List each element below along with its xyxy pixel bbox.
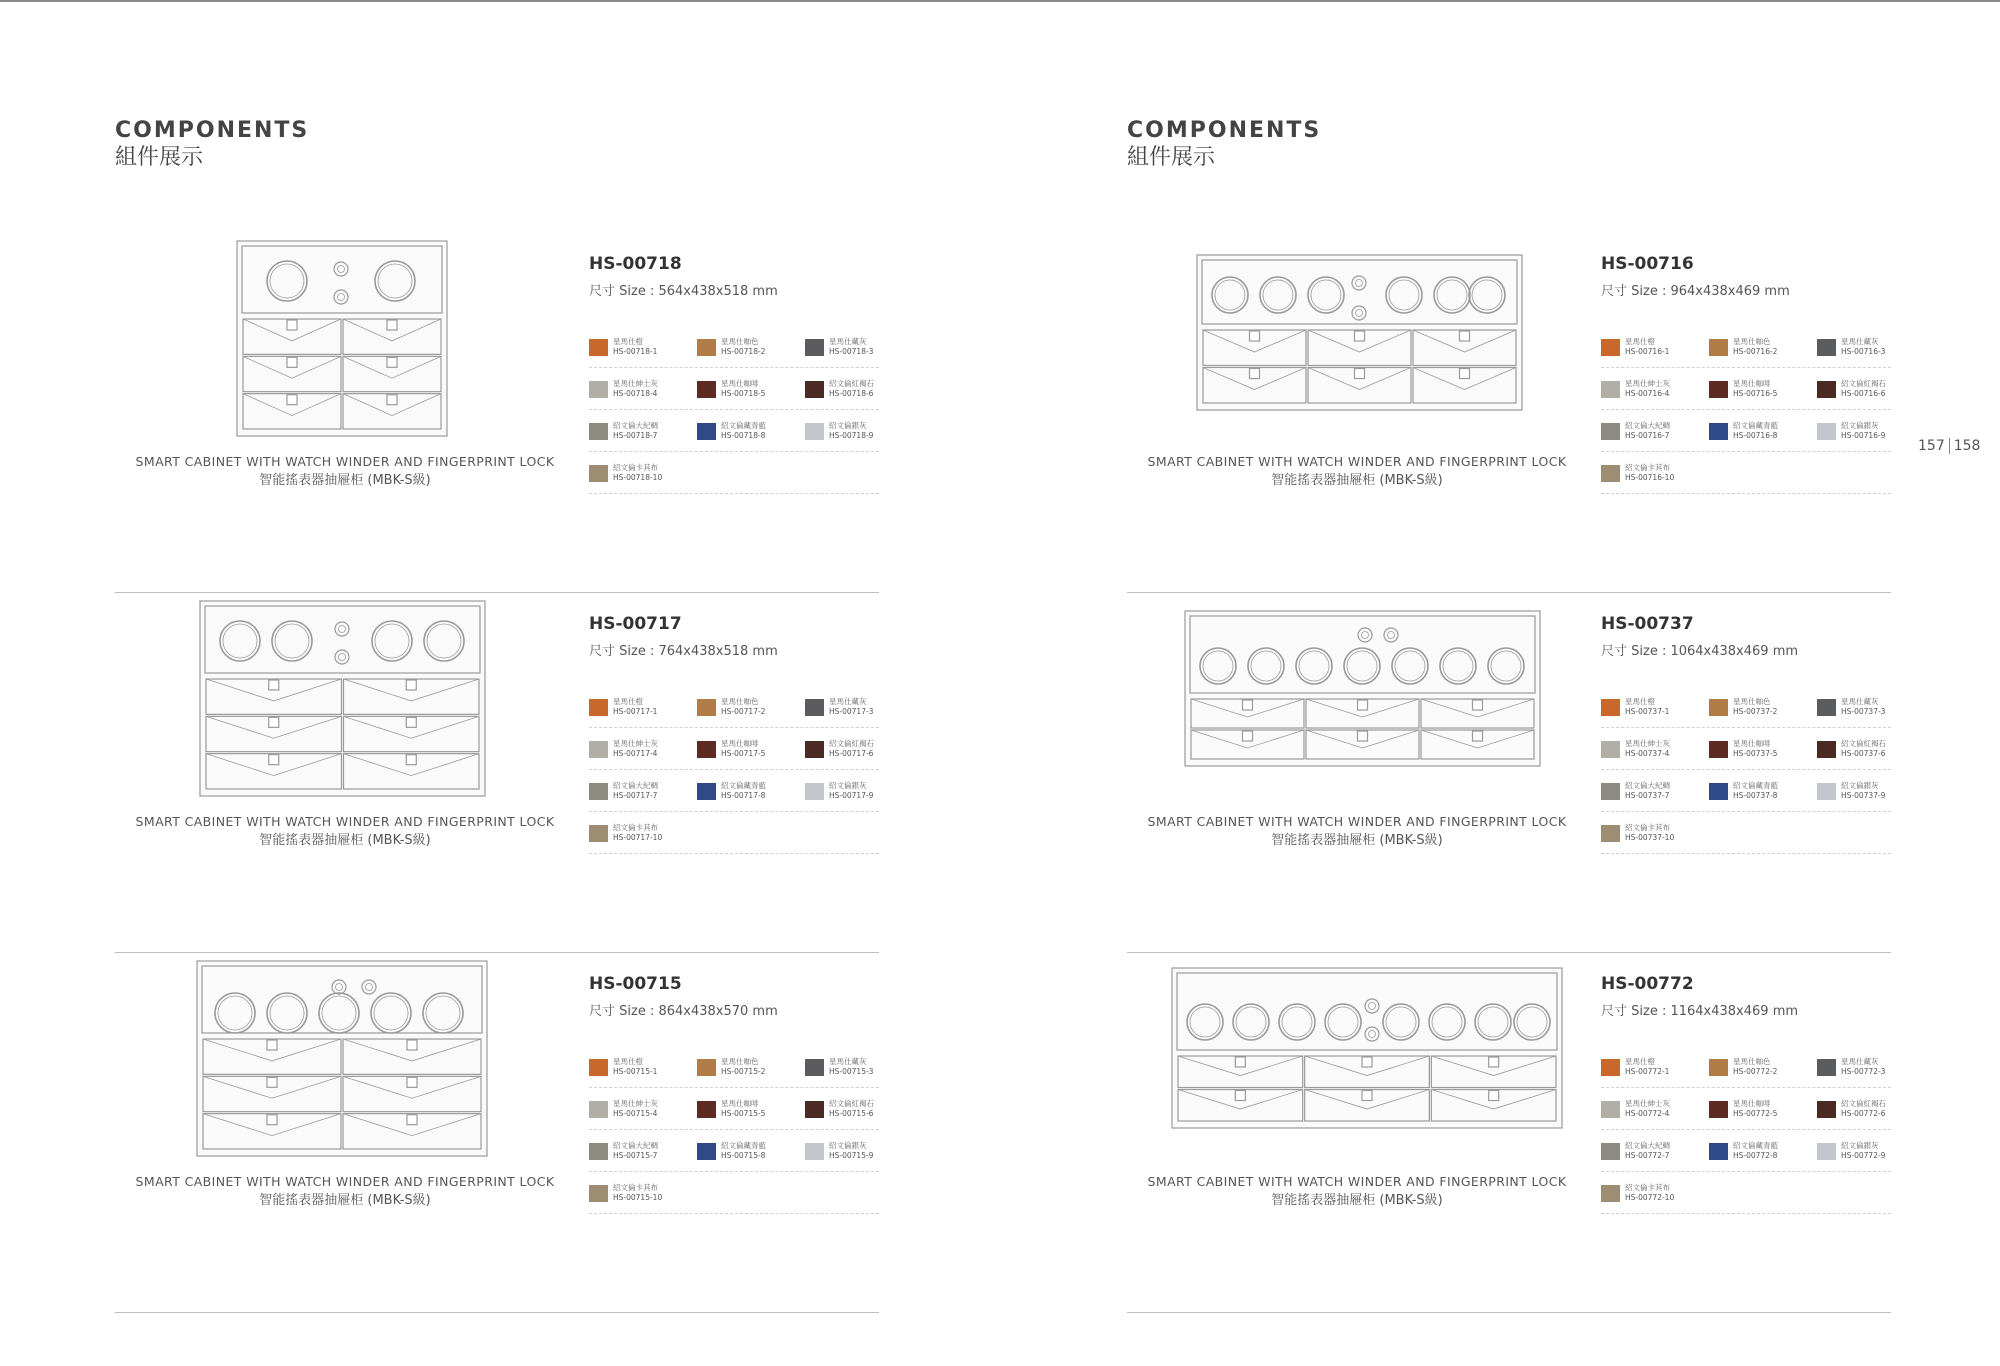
product-code: HS-00718 [589, 254, 682, 274]
page-number-left: 157 [1918, 438, 1945, 454]
swatch-name: 星馬仕咖色 [1733, 697, 1771, 706]
product-info [589, 593, 879, 842]
swatch-code: HS-00772-10 [1625, 1193, 1675, 1202]
swatch-code: HS-00772-2 [1733, 1067, 1778, 1076]
swatch-name: 星馬仕紳士灰 [613, 379, 658, 388]
swatch-row-divider [589, 367, 879, 368]
product-info [589, 233, 879, 482]
swatch-name: 星馬仕紳士灰 [613, 739, 658, 748]
swatch-name: 星馬仕藏灰 [1841, 697, 1879, 706]
page-numbers [1918, 438, 1980, 454]
swatch-row-divider [1601, 769, 1891, 770]
swatch-code: HS-00717-2 [721, 707, 766, 716]
swatch-chip [589, 465, 608, 482]
product-size: 尺寸 Size : 864x438x570 mm [589, 1004, 778, 1019]
swatch-code: HS-00737-3 [1841, 707, 1886, 716]
product-code: HS-00737 [1601, 614, 1694, 634]
product-block [1127, 233, 1891, 593]
swatch-name: 星馬仕紳士灰 [1625, 1099, 1670, 1108]
swatch-code: HS-00737-9 [1841, 791, 1886, 800]
swatch-row-divider [1601, 1171, 1891, 1172]
swatch-chip [1601, 825, 1620, 842]
swatch-chip [1601, 381, 1620, 398]
swatch-name: 星馬仕咖啡 [1733, 379, 1771, 388]
swatch-code: HS-00718-9 [829, 431, 874, 440]
swatch-chip [1817, 423, 1836, 440]
product-caption [115, 813, 575, 851]
cabinet-drawing [1127, 953, 1617, 1163]
swatch-name: 星馬仕咖啡 [1733, 1099, 1771, 1108]
swatch-name: 星馬仕咖啡 [721, 379, 759, 388]
swatch-code: HS-00737-2 [1733, 707, 1778, 716]
swatch-chip [805, 1101, 824, 1118]
swatch-row-divider [1601, 811, 1891, 812]
swatch-code: HS-00718-1 [613, 347, 658, 356]
swatch-row-divider [589, 811, 879, 812]
product-block [1127, 593, 1891, 953]
swatch-row-divider [1601, 853, 1891, 854]
swatch-code: HS-00717-1 [613, 707, 658, 716]
swatch-chip [1709, 1101, 1728, 1118]
swatch-row-divider [589, 853, 879, 854]
swatch-name: 星馬仕藏灰 [1841, 1057, 1879, 1066]
swatch-chip [1601, 741, 1620, 758]
swatch-name: 星馬仕藏灰 [829, 337, 867, 346]
swatch-name: 星馬仕咖色 [721, 337, 759, 346]
swatch-code: HS-00772-8 [1733, 1151, 1778, 1160]
swatch-code: HS-00715-7 [613, 1151, 658, 1160]
swatch-chip [589, 1101, 608, 1118]
swatch-name: 星馬仕紳士灰 [1625, 379, 1670, 388]
swatch-row-divider [589, 451, 879, 452]
swatch-chip [1709, 381, 1728, 398]
swatch-chip [1601, 1101, 1620, 1118]
product-block [115, 233, 879, 593]
cabinet-drawing [1127, 593, 1617, 803]
swatch-chip [1817, 699, 1836, 716]
swatch-name: 紹文倫銀灰 [1841, 781, 1879, 790]
caption-en: SMART CABINET WITH WATCH WINDER AND FINGERPRINT LOCK [1147, 1174, 1567, 1189]
caption-en: SMART CABINET WITH WATCH WINDER AND FINGERPRINT LOCK [135, 814, 555, 829]
swatch-chip [1601, 1143, 1620, 1160]
swatch-chip [1601, 423, 1620, 440]
swatch-row-divider [589, 769, 879, 770]
header-title-cn: 組件展示 [1127, 145, 1216, 170]
swatch-name: 紹文倫藏青藍 [721, 781, 766, 790]
swatch-code: HS-00737-5 [1733, 749, 1778, 758]
caption-cn: 智能搖表器抽屜柜 (MBK-S級) [1271, 473, 1443, 488]
swatch-code: HS-00737-4 [1625, 749, 1670, 758]
swatch-chip [697, 699, 716, 716]
swatch-name: 紹文倫銀灰 [1841, 421, 1879, 430]
swatch-code: HS-00717-7 [613, 791, 658, 800]
swatch-code: HS-00718-2 [721, 347, 766, 356]
swatch-name: 紹文倫藏青藍 [1733, 1141, 1778, 1150]
caption-en: SMART CABINET WITH WATCH WINDER AND FINGERPRINT LOCK [1147, 814, 1567, 829]
page-header [115, 118, 309, 172]
swatch-name: 星馬仕藏灰 [829, 1057, 867, 1066]
swatch-chip [805, 699, 824, 716]
swatch-name: 紹文倫銀灰 [1841, 1141, 1879, 1150]
product-code: HS-00772 [1601, 974, 1694, 994]
swatch-name: 星馬仕藏灰 [829, 697, 867, 706]
caption-cn: 智能搖表器抽屜柜 (MBK-S級) [259, 473, 431, 488]
swatch-code: HS-00716-10 [1625, 473, 1675, 482]
swatch-chip [697, 1143, 716, 1160]
cabinet-drawing [115, 953, 605, 1163]
swatch-code: HS-00718-5 [721, 389, 766, 398]
swatch-name: 星馬仕橙 [613, 337, 643, 346]
swatch-code: HS-00772-4 [1625, 1109, 1670, 1118]
swatch-row-divider [589, 1087, 879, 1088]
swatch-code: HS-00718-4 [613, 389, 658, 398]
swatch-chip [1817, 1143, 1836, 1160]
swatch-chip [697, 741, 716, 758]
cabinet-drawing [1127, 233, 1617, 443]
swatch-name: 紹文倫藏青藍 [1733, 781, 1778, 790]
product-caption [115, 453, 575, 491]
swatch-chip [805, 339, 824, 356]
swatch-name: 星馬仕紳士灰 [1625, 739, 1670, 748]
caption-cn: 智能搖表器抽屜柜 (MBK-S級) [259, 1193, 431, 1208]
swatch-code: HS-00717-5 [721, 749, 766, 758]
swatch-name: 紹文倫藏青藍 [1733, 421, 1778, 430]
swatch-chip [589, 423, 608, 440]
swatch-name: 紹文倫卡其布 [1625, 1183, 1670, 1192]
page-number-divider [1949, 438, 1950, 454]
swatch-chip [1709, 699, 1728, 716]
swatch-name: 星馬仕咖色 [1733, 337, 1771, 346]
swatch-code: HS-00715-5 [721, 1109, 766, 1118]
swatch-name: 紹文倫卡其布 [613, 823, 658, 832]
swatch-chip [589, 339, 608, 356]
swatch-name: 星馬仕橙 [1625, 337, 1655, 346]
swatch-row-divider [589, 493, 879, 494]
swatch-code: HS-00715-9 [829, 1151, 874, 1160]
swatch-code: HS-00717-9 [829, 791, 874, 800]
swatch-chip [697, 1101, 716, 1118]
swatch-chip [697, 381, 716, 398]
swatch-name: 星馬仕咖啡 [721, 739, 759, 748]
swatch-code: HS-00718-7 [613, 431, 658, 440]
caption-cn: 智能搖表器抽屜柜 (MBK-S級) [1271, 833, 1443, 848]
section-divider [1127, 1312, 1891, 1313]
swatch-chip [805, 423, 824, 440]
swatch-row-divider [589, 409, 879, 410]
swatch-name: 紹文倫卡其布 [1625, 823, 1670, 832]
swatch-chip [1709, 423, 1728, 440]
page-header [1127, 118, 1321, 172]
swatch-row-divider [589, 1213, 879, 1214]
swatch-chip [805, 1143, 824, 1160]
product-caption [115, 1173, 575, 1211]
swatch-code: HS-00715-4 [613, 1109, 658, 1118]
product-caption [1127, 813, 1587, 851]
swatch-code: HS-00772-6 [1841, 1109, 1886, 1118]
cabinet-drawing [115, 593, 605, 803]
swatch-row-divider [1601, 409, 1891, 410]
swatch-code: HS-00718-8 [721, 431, 766, 440]
swatch-code: HS-00772-9 [1841, 1151, 1886, 1160]
swatch-name: 紹文倫卡其布 [613, 463, 658, 472]
product-size: 尺寸 Size : 564x438x518 mm [589, 284, 778, 299]
caption-cn: 智能搖表器抽屜柜 (MBK-S級) [1271, 1193, 1443, 1208]
swatch-name: 紹文倫大紀綢 [1625, 421, 1670, 430]
product-size: 尺寸 Size : 964x438x469 mm [1601, 284, 1790, 299]
swatch-name: 星馬仕藏灰 [1841, 337, 1879, 346]
swatch-chip [1601, 783, 1620, 800]
product-code: HS-00717 [589, 614, 682, 634]
swatch-code: HS-00716-1 [1625, 347, 1670, 356]
swatch-name: 紹文倫大紀綢 [1625, 781, 1670, 790]
swatch-chip [589, 741, 608, 758]
swatch-row-divider [1601, 1129, 1891, 1130]
swatch-chip [805, 1059, 824, 1076]
header-title-en: COMPONENTS [115, 118, 310, 143]
product-info [589, 953, 879, 1202]
swatch-name: 紹文倫紅褐石 [1841, 379, 1886, 388]
caption-en: SMART CABINET WITH WATCH WINDER AND FINGERPRINT LOCK [1147, 454, 1567, 469]
swatch-chip [589, 699, 608, 716]
swatch-name: 星馬仕橙 [613, 697, 643, 706]
product-size: 尺寸 Size : 764x438x518 mm [589, 644, 778, 659]
product-size: 尺寸 Size : 1164x438x469 mm [1601, 1004, 1799, 1019]
swatch-name: 紹文倫銀灰 [829, 421, 867, 430]
swatch-name: 紹文倫大紀綢 [613, 421, 658, 430]
header-title-cn: 組件展示 [115, 145, 204, 170]
swatch-code: HS-00715-2 [721, 1067, 766, 1076]
swatch-code: HS-00716-3 [1841, 347, 1886, 356]
product-info [1601, 953, 1891, 1202]
swatch-row-divider [589, 1129, 879, 1130]
swatch-chip [1709, 1143, 1728, 1160]
swatch-chip [1601, 1185, 1620, 1202]
swatch-name: 紹文倫銀灰 [829, 781, 867, 790]
swatch-name: 紹文倫紅褐石 [1841, 1099, 1886, 1108]
swatch-code: HS-00715-10 [613, 1193, 663, 1202]
swatch-row-divider [589, 727, 879, 728]
swatch-code: HS-00737-7 [1625, 791, 1670, 800]
swatch-chip [1817, 1101, 1836, 1118]
swatch-name: 紹文倫卡其布 [1625, 463, 1670, 472]
page-number-right: 158 [1953, 438, 1981, 454]
swatch-name: 紹文倫銀灰 [829, 1141, 867, 1150]
swatch-code: HS-00715-6 [829, 1109, 874, 1118]
swatch-code: HS-00772-1 [1625, 1067, 1670, 1076]
swatch-chip [1601, 699, 1620, 716]
section-divider [115, 1312, 879, 1313]
swatch-name: 星馬仕咖啡 [1733, 739, 1771, 748]
swatch-code: HS-00715-1 [613, 1067, 658, 1076]
product-block [115, 953, 879, 1313]
swatch-code: HS-00717-10 [613, 833, 663, 842]
swatch-code: HS-00718-6 [829, 389, 874, 398]
swatch-name: 星馬仕咖色 [1733, 1057, 1771, 1066]
swatch-chip [1817, 783, 1836, 800]
swatch-row-divider [1601, 1213, 1891, 1214]
swatch-name: 紹文倫紅褐石 [829, 739, 874, 748]
swatch-code: HS-00716-2 [1733, 347, 1778, 356]
swatch-name: 紹文倫藏青藍 [721, 1141, 766, 1150]
swatch-row-divider [1601, 493, 1891, 494]
swatch-name: 星馬仕紳士灰 [613, 1099, 658, 1108]
swatch-code: HS-00772-7 [1625, 1151, 1670, 1160]
swatch-chip [805, 381, 824, 398]
product-info [1601, 593, 1891, 842]
swatch-name: 紹文倫大紀綢 [613, 781, 658, 790]
swatch-chip [697, 423, 716, 440]
swatch-code: HS-00717-8 [721, 791, 766, 800]
swatch-chip [1709, 783, 1728, 800]
swatch-code: HS-00716-8 [1733, 431, 1778, 440]
swatch-name: 星馬仕咖啡 [721, 1099, 759, 1108]
swatch-chip [1709, 339, 1728, 356]
swatch-name: 星馬仕橙 [1625, 1057, 1655, 1066]
swatch-name: 紹文倫紅褐石 [1841, 739, 1886, 748]
caption-en: SMART CABINET WITH WATCH WINDER AND FINGERPRINT LOCK [135, 1174, 555, 1189]
swatch-code: HS-00772-3 [1841, 1067, 1886, 1076]
product-caption [1127, 1173, 1587, 1211]
swatch-code: HS-00715-8 [721, 1151, 766, 1160]
swatch-chip [589, 1185, 608, 1202]
swatch-code: HS-00737-1 [1625, 707, 1670, 716]
product-block [115, 593, 879, 953]
swatch-chip [589, 1059, 608, 1076]
caption-en: SMART CABINET WITH WATCH WINDER AND FINGERPRINT LOCK [135, 454, 555, 469]
swatch-chip [1601, 339, 1620, 356]
swatch-name: 紹文倫藏青藍 [721, 421, 766, 430]
swatch-code: HS-00772-5 [1733, 1109, 1778, 1118]
swatch-row-divider [1601, 367, 1891, 368]
swatch-code: HS-00716-4 [1625, 389, 1670, 398]
swatch-name: 星馬仕咖色 [721, 1057, 759, 1066]
swatch-chip [805, 741, 824, 758]
swatch-name: 紹文倫卡其布 [613, 1183, 658, 1192]
swatch-row-divider [1601, 451, 1891, 452]
swatch-name: 紹文倫大紀綢 [613, 1141, 658, 1150]
swatch-chip [697, 783, 716, 800]
swatch-code: HS-00716-9 [1841, 431, 1886, 440]
swatch-name: 星馬仕咖色 [721, 697, 759, 706]
swatch-code: HS-00718-3 [829, 347, 874, 356]
swatch-code: HS-00717-3 [829, 707, 874, 716]
swatch-name: 星馬仕橙 [1625, 697, 1655, 706]
swatch-chip [1601, 1059, 1620, 1076]
swatch-chip [1601, 465, 1620, 482]
swatch-code: HS-00718-10 [613, 473, 663, 482]
swatch-row-divider [1601, 1087, 1891, 1088]
header-title-en: COMPONENTS [1127, 118, 1322, 143]
product-size: 尺寸 Size : 1064x438x469 mm [1601, 644, 1799, 659]
swatch-chip [589, 825, 608, 842]
swatch-code: HS-00716-6 [1841, 389, 1886, 398]
product-block [1127, 953, 1891, 1313]
swatch-chip [1817, 1059, 1836, 1076]
swatch-chip [1709, 741, 1728, 758]
swatch-code: HS-00717-6 [829, 749, 874, 758]
cabinet-drawing [115, 233, 605, 443]
swatch-code: HS-00737-8 [1733, 791, 1778, 800]
swatch-chip [697, 339, 716, 356]
swatch-name: 紹文倫大紀綢 [1625, 1141, 1670, 1150]
swatch-code: HS-00716-7 [1625, 431, 1670, 440]
swatch-chip [1817, 381, 1836, 398]
swatch-chip [1709, 1059, 1728, 1076]
swatch-name: 紹文倫紅褐石 [829, 379, 874, 388]
product-caption [1127, 453, 1587, 491]
swatch-code: HS-00717-4 [613, 749, 658, 758]
swatch-code: HS-00716-5 [1733, 389, 1778, 398]
product-code: HS-00716 [1601, 254, 1694, 274]
swatch-code: HS-00737-6 [1841, 749, 1886, 758]
caption-cn: 智能搖表器抽屜柜 (MBK-S級) [259, 833, 431, 848]
swatch-row-divider [1601, 727, 1891, 728]
swatch-chip [805, 783, 824, 800]
swatch-name: 紹文倫紅褐石 [829, 1099, 874, 1108]
right-page [1012, 0, 2000, 1366]
swatch-name: 星馬仕橙 [613, 1057, 643, 1066]
swatch-chip [1817, 339, 1836, 356]
product-info [1601, 233, 1891, 482]
swatch-chip [589, 381, 608, 398]
product-code: HS-00715 [589, 974, 682, 994]
swatch-code: HS-00715-3 [829, 1067, 874, 1076]
swatch-chip [697, 1059, 716, 1076]
swatch-chip [1817, 741, 1836, 758]
swatch-chip [589, 783, 608, 800]
swatch-code: HS-00737-10 [1625, 833, 1675, 842]
swatch-row-divider [589, 1171, 879, 1172]
swatch-chip [589, 1143, 608, 1160]
